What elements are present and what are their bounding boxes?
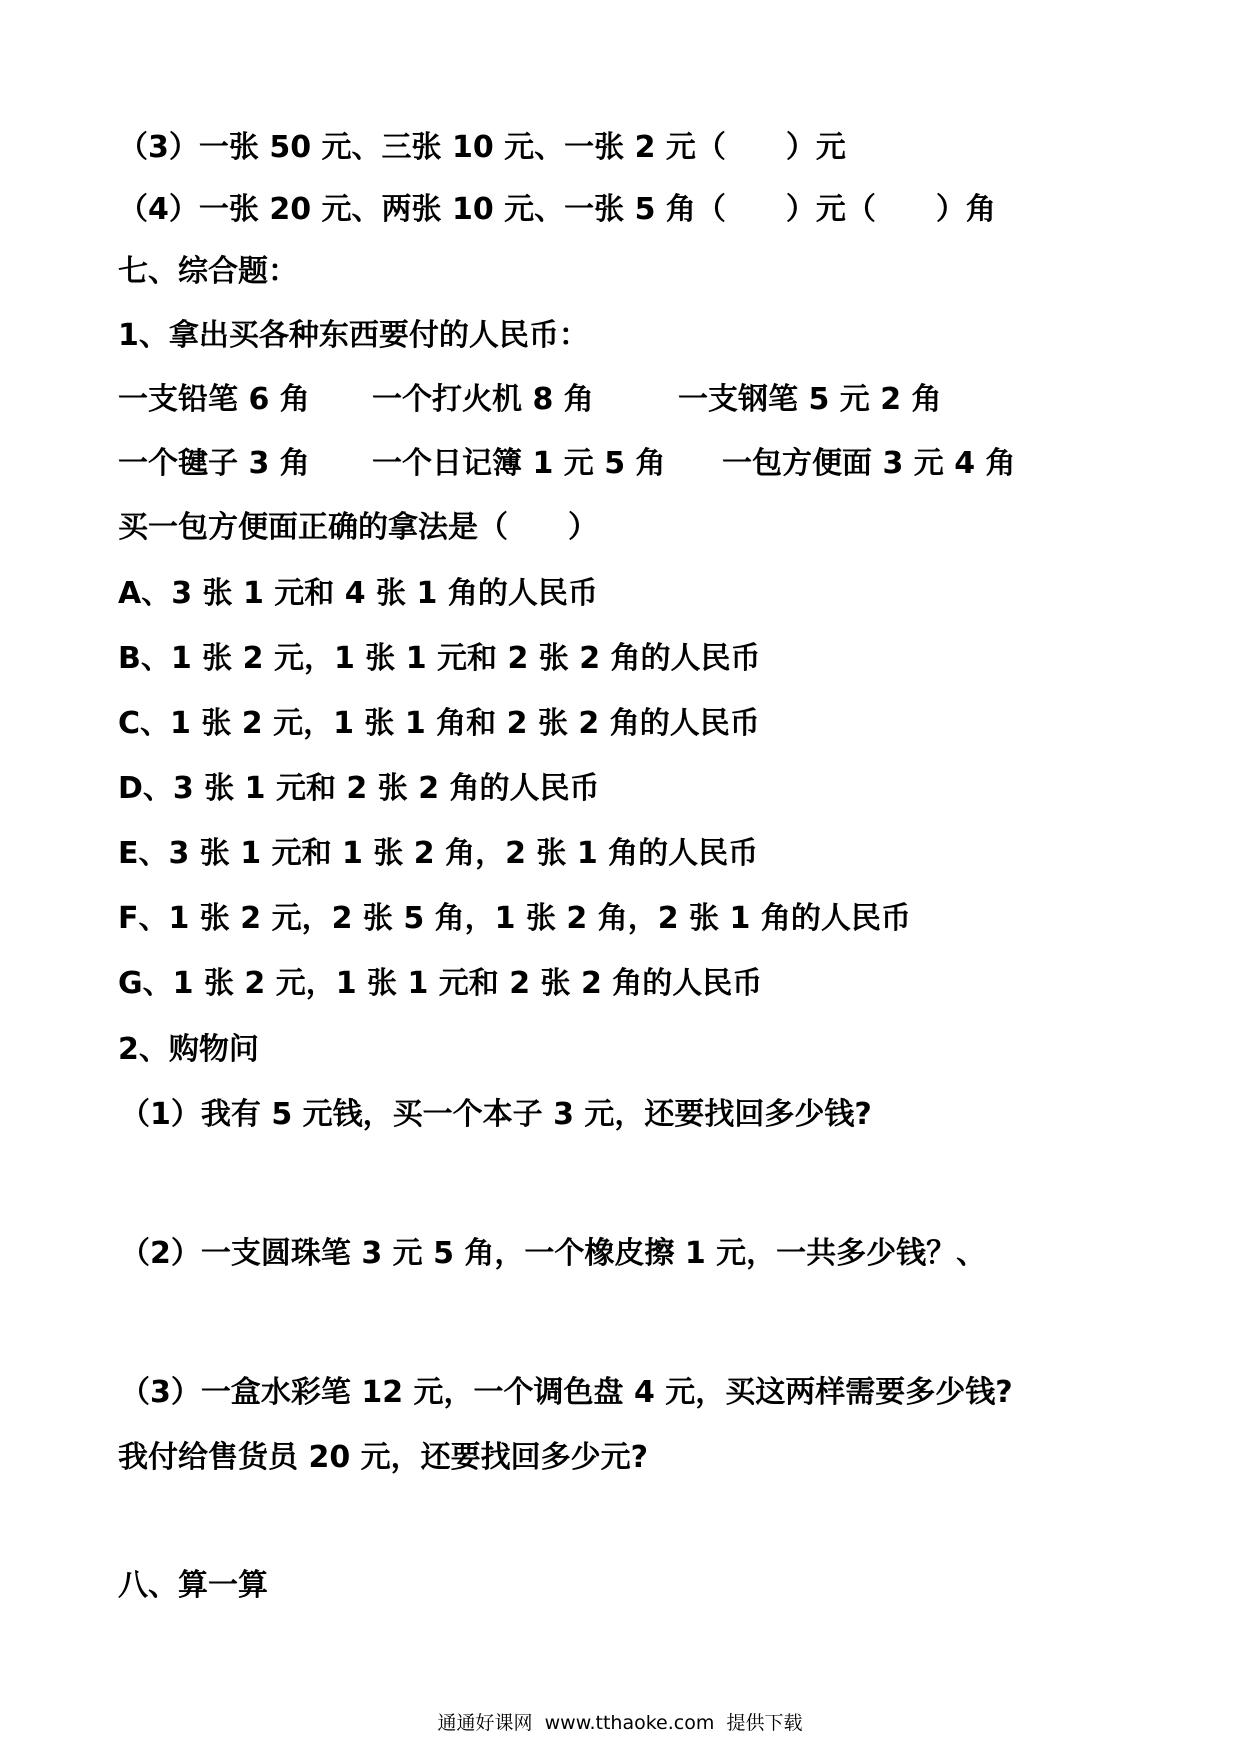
price-item: 一个毽子 3 角 [118,446,310,481]
section-7-heading: 七、综合题： [118,254,298,289]
section-8-heading: 八、算一算 [118,1568,268,1603]
option-g: G、1 张 2 元，1 张 1 元和 2 张 2 角的人民币 [118,966,763,1001]
price-item: 一支钢笔 5 元 2 角 [678,382,942,417]
price-item: 一包方便面 3 元 4 角 [722,446,1016,481]
option-e: E、3 张 1 元和 1 张 2 角，2 张 1 角的人民币 [118,836,759,871]
option-a: A、3 张 1 元和 4 张 1 角的人民币 [118,576,598,611]
price-item: 一支铅笔 6 角 [118,382,310,417]
question-2-3: （3）一盒水彩笔 12 元，一个调色盘 4 元，买这两样需要多少钱? [120,1375,1013,1410]
question-2-1: （1）我有 5 元钱，买一个本子 3 元，还要找回多少钱? [120,1097,872,1132]
option-c: C、1 张 2 元，1 张 1 角和 2 张 2 角的人民币 [118,706,760,741]
price-item: 一个日记簿 1 元 5 角 [372,446,666,481]
footer-text: 通通好课网 www.tthaoke.com 提供下载 [437,1712,803,1734]
question-2-title: 2、购物问 [118,1032,259,1067]
choice-question: 买一包方便面正确的拿法是（ ） [118,510,598,545]
price-item: 一个打火机 8 角 [372,382,594,417]
question-2-2: （2）一支圆珠笔 3 元 5 角，一个橡皮擦 1 元，一共多少钱？、 [120,1236,987,1271]
question-2-3-continued: 我付给售货员 20 元，还要找回多少元? [118,1440,649,1475]
fill-item-3: （3）一张 50 元、三张 10 元、一张 2 元（ ）元 [118,130,846,165]
question-1-intro: 1、拿出买各种东西要付的人民币： [118,318,589,353]
option-f: F、1 张 2 元，2 张 5 角，1 张 2 角，2 张 1 角的人民币 [118,901,911,936]
option-b: B、1 张 2 元，1 张 1 元和 2 张 2 角的人民币 [118,641,761,676]
option-d: D、3 张 1 元和 2 张 2 角的人民币 [118,771,600,806]
fill-item-4: （4）一张 20 元、两张 10 元、一张 5 角（ ）元（ ）角 [118,192,996,227]
